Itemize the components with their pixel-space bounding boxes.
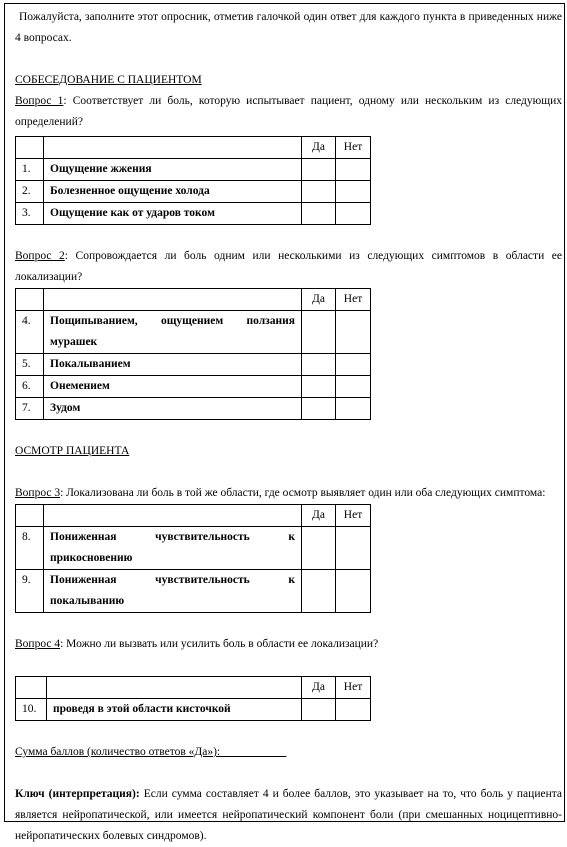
- item-number: 2.: [16, 181, 44, 203]
- table-row: [16, 203, 371, 225]
- question-4-label: Вопрос 4: [15, 638, 61, 650]
- key-text: Если сумма составляет 4 и более баллов, это указывает на то, что боль у пациента является нейропатической, или имеется нейропатический компонент боли (при смешанных ноцицептивно-нейропатических болевых синдромов).: [15, 788, 562, 842]
- item-number: 5.: [16, 354, 44, 376]
- item-number: 4.: [16, 311, 44, 354]
- item-number: 1.: [16, 159, 44, 181]
- item-number: 8.: [16, 527, 44, 570]
- no-checkbox-cell[interactable]: [336, 376, 371, 398]
- yes-checkbox-cell[interactable]: [302, 354, 336, 376]
- table-header-row: [16, 505, 371, 527]
- no-checkbox-cell[interactable]: [336, 699, 371, 721]
- item-number: 6.: [16, 376, 44, 398]
- table-row: [16, 527, 371, 570]
- questionnaire-content: [15, 7, 562, 847]
- question-1-text: : Соответствует ли боль, которую испытывает пациент, одному или нескольким из следующих определений?: [15, 95, 562, 128]
- yes-checkbox-cell[interactable]: [302, 181, 336, 203]
- question-1-label: Вопрос 1: [15, 95, 64, 107]
- yes-checkbox-cell[interactable]: [302, 159, 336, 181]
- no-checkbox-cell[interactable]: [336, 203, 371, 225]
- no-header: Нет: [336, 289, 371, 311]
- table-row: [16, 699, 371, 721]
- item-text: Ощущение как от ударов током: [44, 203, 302, 225]
- interpretation-key: [15, 784, 562, 847]
- yes-checkbox-cell[interactable]: [302, 203, 336, 225]
- key-label: Ключ (интерпретация):: [15, 788, 140, 800]
- no-checkbox-cell[interactable]: [336, 398, 371, 420]
- table-header-row: [16, 289, 371, 311]
- question-3-label: Вопрос 3: [15, 487, 61, 499]
- question-4-text: : Можно ли вызвать или усилить боль в области ее локализации?: [60, 638, 379, 650]
- no-checkbox-cell[interactable]: [336, 527, 371, 570]
- item-text: Пощипыванием, ощущением ползания мурашек: [44, 311, 302, 354]
- no-checkbox-cell[interactable]: [336, 570, 371, 613]
- yes-header: Да: [302, 137, 336, 159]
- item-number: 9.: [16, 570, 44, 613]
- no-header: Нет: [336, 677, 371, 699]
- yes-checkbox-cell[interactable]: [302, 398, 336, 420]
- question-2-text: : Сопровождается ли боль одним или несколькими из следующих симптомов в области ее локализации?: [15, 250, 562, 283]
- no-checkbox-cell[interactable]: [336, 354, 371, 376]
- table-row: [16, 311, 371, 354]
- item-text: Ощущение жжения: [44, 159, 302, 181]
- item-number: 3.: [16, 203, 44, 225]
- question-3-text: : Локализована ли боль в той же области, где осмотр выявляет один или оба следующих симптома:: [60, 487, 546, 499]
- yes-header: Да: [302, 505, 336, 527]
- no-header: Нет: [336, 137, 371, 159]
- questionnaire-frame: [4, 3, 565, 842]
- table-row: [16, 570, 371, 613]
- no-checkbox-cell[interactable]: [336, 181, 371, 203]
- table-header-row: [16, 677, 371, 699]
- table-header-row: [16, 137, 371, 159]
- table-row: [16, 398, 371, 420]
- yes-header: Да: [302, 677, 336, 699]
- question-2-table: [15, 288, 371, 420]
- item-text: Болезненное ощущение холода: [44, 181, 302, 203]
- yes-checkbox-cell[interactable]: [302, 527, 336, 570]
- item-text: проведя в этой области кисточкой: [47, 699, 302, 721]
- item-text: Онемением: [44, 376, 302, 398]
- item-number: 10.: [16, 699, 47, 721]
- question-1: [15, 91, 562, 133]
- yes-checkbox-cell[interactable]: [302, 311, 336, 354]
- item-text: Пониженная чувствительность к прикосновению: [44, 527, 302, 570]
- yes-checkbox-cell[interactable]: [302, 570, 336, 613]
- yes-header: Да: [302, 289, 336, 311]
- no-checkbox-cell[interactable]: [336, 311, 371, 354]
- question-1-table: [15, 136, 371, 225]
- intro-text: Пожалуйста, заполните этот опросник, отметив галочкой один ответ для каждого пункта в приведенных ниже 4 вопросах.: [15, 11, 562, 44]
- item-text: Покалыванием: [44, 354, 302, 376]
- table-row: [16, 376, 371, 398]
- score-sum: Сумма баллов (количество ответов «Да»): ___________: [15, 746, 287, 758]
- question-3-table: [15, 504, 371, 613]
- question-4-table: [15, 676, 371, 721]
- yes-checkbox-cell[interactable]: [302, 699, 336, 721]
- table-row: [16, 181, 371, 203]
- item-number: 7.: [16, 398, 44, 420]
- item-text: Пониженная чувствительность к покалыванию: [44, 570, 302, 613]
- yes-checkbox-cell[interactable]: [302, 376, 336, 398]
- question-3: [15, 483, 562, 504]
- section-exam-title: ОСМОТР ПАЦИЕНТА: [15, 445, 130, 457]
- question-2: [15, 246, 562, 288]
- table-row: [16, 159, 371, 181]
- table-row: [16, 354, 371, 376]
- section-interview-title: СОБЕСЕДОВАНИЕ С ПАЦИЕНТОМ: [15, 74, 202, 86]
- question-2-label: Вопрос 2: [15, 250, 65, 262]
- no-checkbox-cell[interactable]: [336, 159, 371, 181]
- no-header: Нет: [336, 505, 371, 527]
- question-4: [15, 634, 562, 655]
- item-text: Зудом: [44, 398, 302, 420]
